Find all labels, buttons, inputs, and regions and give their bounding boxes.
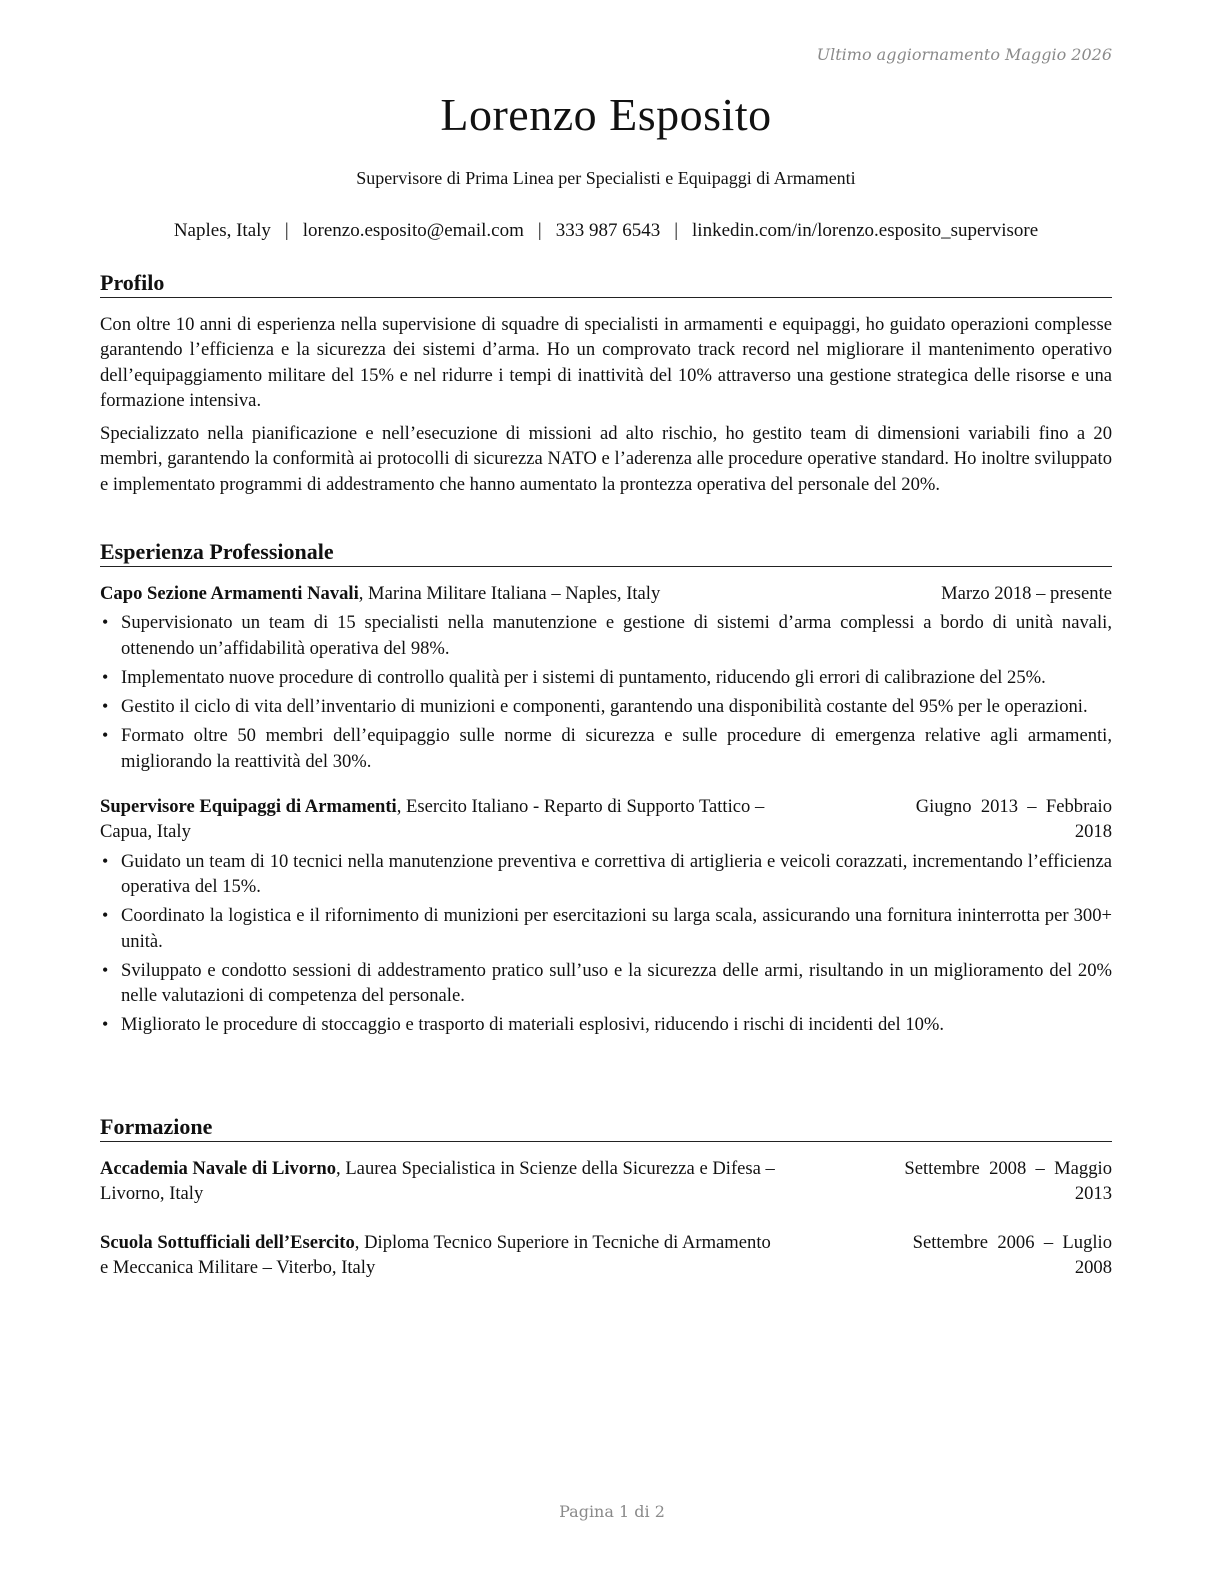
- section-title-profile: Profilo: [100, 270, 1112, 298]
- experience-section: [100, 539, 1112, 1038]
- contact-separator: |: [674, 220, 679, 241]
- job-entry: [100, 581, 1112, 774]
- contact-linkedin[interactable]: linkedin.com/in/lorenzo.esposito_supervisore: [692, 220, 1039, 241]
- job-bullet: • Formato oltre 50 membri dell’equipaggio sulle norme di sicurezza e sulle procedure di emergenza relative agli armamenti, migliorando la reattività del 30%.: [100, 723, 1112, 774]
- job-location: Capua, Italy: [100, 821, 191, 843]
- job-bullet: • Implementato nuove procedure di controllo qualità per i sistemi di puntamento, riducendo gli errori di calibrazione del 25%.: [100, 665, 1112, 690]
- contact-phone[interactable]: 333 987 6543: [555, 220, 661, 241]
- profile-paragraph: Con oltre 10 anni di esperienza nella supervisione di squadre di specialisti in armamenti e equipaggi, ho guidato operazioni complesse garantendo l’efficienza e la sicurezza dei sistemi d’arma. Ho un comprovato track record nel migliorare il mantenimento operativo dell’equipaggiamento militare del 15% e nel ridurre i tempi di inattività del 10% attraverso una gestione strategica delle risorse e una formazione intensiva.: [100, 314, 1112, 411]
- job-bullet: • Guidato un team di 10 tecnici nella manutenzione preventiva e correttiva di artiglieria e veicoli corazzati, incrementando l’efficienza operativa del 15%.: [100, 849, 1112, 900]
- job-bullets: [100, 849, 1112, 1038]
- job-dates: Giugno 2013 – Febbraio: [915, 796, 1112, 818]
- profile-paragraph: Specializzato nella pianificazione e nell’esecuzione di missioni ad alto rischio, ho gestito team di dimensioni variabili fino a 20 membri, garantendo la conformità ai protocolli di sicurezza NATO e l’aderenza alle procedure operative standard. Ho inoltre sviluppato e implementato programmi di addestramento che hanno aumentato la prontezza operativa del personale del 20%.: [100, 423, 1112, 495]
- page-number: Pagina 1 di 2: [559, 1502, 665, 1521]
- education-section: [100, 1114, 1112, 1280]
- education-dates: Settembre 2008 – Maggio: [904, 1158, 1112, 1179]
- job-dates: Marzo 2018 – presente: [941, 583, 1112, 604]
- profile-section: [100, 270, 1112, 497]
- job-role: Supervisore Equipaggi di Armamenti: [100, 796, 397, 818]
- contact-email[interactable]: lorenzo.esposito@email.com: [302, 220, 524, 241]
- job-role-org: [100, 794, 764, 819]
- job-header: [100, 581, 1112, 606]
- candidate-subtitle: Supervisore di Prima Linea per Specialisti e Equipaggi di Armamenti: [356, 168, 856, 188]
- job-dates-end: 2018: [1074, 821, 1112, 843]
- job-bullet: • Supervisionato un team di 15 specialisti nella manutenzione e gestione di sistemi d’arma complessi a bordo di unità navali, ottenendo un’affidabilità operativa del 98%.: [100, 610, 1112, 661]
- education-location: e Meccanica Militare – Viterbo, Italy: [100, 1256, 376, 1278]
- education-school: Accademia Navale di Livorno: [100, 1158, 337, 1179]
- education-school-detail: [100, 1230, 771, 1255]
- section-title-education: Formazione: [100, 1114, 1112, 1142]
- last-updated: Ultimo aggiornamento Maggio 2026: [816, 45, 1112, 64]
- education-dates-end: 2008: [1074, 1256, 1112, 1278]
- contact-separator: |: [537, 220, 542, 241]
- education-header-line2: [100, 1255, 1112, 1280]
- education-header: [100, 1156, 1112, 1181]
- education-dates-end: 2013: [1074, 1183, 1112, 1205]
- job-bullet: • Coordinato la logistica e il rifornimento di munizioni per esercitazioni su larga scala, assicurando una fornitura ininterrotta per 300+ unità.: [100, 903, 1112, 954]
- education-dates: Settembre 2006 – Luglio: [912, 1231, 1112, 1253]
- job-bullet: • Sviluppato e condotto sessioni di addestramento pratico sull’uso e la sicurezza delle armi, risultando in un miglioramento del 20% nelle valutazioni di competenza del personale.: [100, 958, 1112, 1009]
- job-entry: [100, 794, 1112, 1038]
- job-role-org: [100, 581, 660, 606]
- job-header-line2: [100, 819, 1112, 844]
- job-bullets: [100, 610, 1112, 774]
- candidate-name: Lorenzo Esposito: [440, 89, 772, 140]
- job-header: [100, 794, 1112, 819]
- job-bullet: • Gestito il ciclo di vita dell’inventario di munizioni e componenti, garantendo una disponibilità costante del 95% per le operazioni.: [100, 694, 1112, 719]
- education-location: Livorno, Italy: [100, 1183, 204, 1205]
- education-school: Scuola Sottufficiali dell’Esercito: [100, 1231, 355, 1253]
- job-bullet: • Migliorato le procedure di stoccaggio e trasporto di materiali esplosivi, riducendo i rischi di incidenti del 10%.: [100, 1012, 1112, 1037]
- education-header: [100, 1230, 1112, 1255]
- job-org: , Esercito Italiano - Reparto di Supporto Tattico –: [396, 796, 765, 818]
- job-org: , Marina Militare Italiana – Naples, Italy: [358, 583, 661, 604]
- contact-separator: |: [284, 220, 289, 241]
- education-detail: , Laurea Specialistica in Scienze della Sicurezza e Difesa –: [336, 1158, 775, 1179]
- education-entry: [100, 1156, 1112, 1207]
- education-school-detail: [100, 1156, 775, 1181]
- education-header-line2: [100, 1181, 1112, 1206]
- contact-location: Naples, Italy: [173, 220, 271, 241]
- job-role: Capo Sezione Armamenti Navali: [100, 583, 359, 604]
- education-detail: , Diploma Tecnico Superiore in Tecniche di Armamento: [354, 1231, 771, 1253]
- education-entry: [100, 1230, 1112, 1281]
- contact-line: [100, 220, 1112, 242]
- section-title-experience: Esperienza Professionale: [100, 539, 1112, 567]
